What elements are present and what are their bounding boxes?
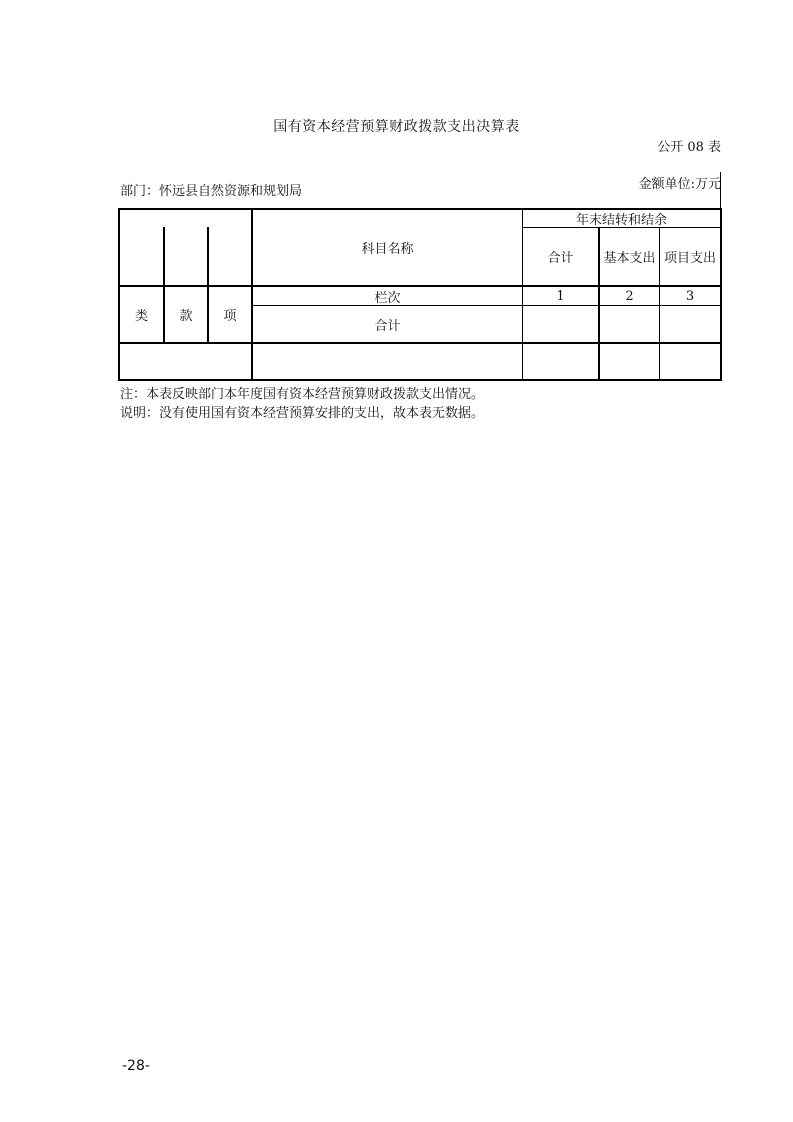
amount-unit-label: 金额单位:万元 bbox=[638, 177, 721, 192]
page-number: -28- bbox=[122, 1058, 150, 1074]
project-expenditure-header: 项目支出 bbox=[663, 251, 716, 266]
item-label: 项 bbox=[223, 309, 237, 324]
category-label: 类 bbox=[134, 309, 148, 324]
table-note: 注：本表反映部门本年度国有资本经营预算财政拨款支出情况。 bbox=[120, 387, 485, 402]
unit-divider bbox=[720, 172, 721, 210]
table-right-border bbox=[720, 208, 722, 380]
group-header-cell: 年末结转和结余 bbox=[575, 212, 667, 228]
page-title: 国有资本经营预算财政拨款支出决算表 bbox=[273, 119, 520, 135]
department-label: 部门：怀远县自然资源和规划局 bbox=[120, 184, 303, 199]
table-explanation: 说明：没有使用国有资本经营预算安排的支出，故本表无数据。 bbox=[120, 406, 485, 421]
basic-expenditure-header: 基本支出 bbox=[603, 251, 656, 266]
table-bottom-border bbox=[118, 379, 722, 381]
total-row-label: 合计 bbox=[374, 318, 401, 334]
form-number: 公开 08 表 bbox=[657, 140, 721, 155]
column-index-2: 2 bbox=[625, 288, 634, 304]
column-index-1: 1 bbox=[556, 288, 565, 304]
column-index-label: 栏次 bbox=[374, 290, 401, 306]
total-column-header: 合计 bbox=[547, 251, 574, 266]
column-index-3: 3 bbox=[685, 288, 695, 304]
section-label: 款 bbox=[179, 309, 193, 324]
subject-name-header: 科目名称 bbox=[361, 241, 414, 257]
